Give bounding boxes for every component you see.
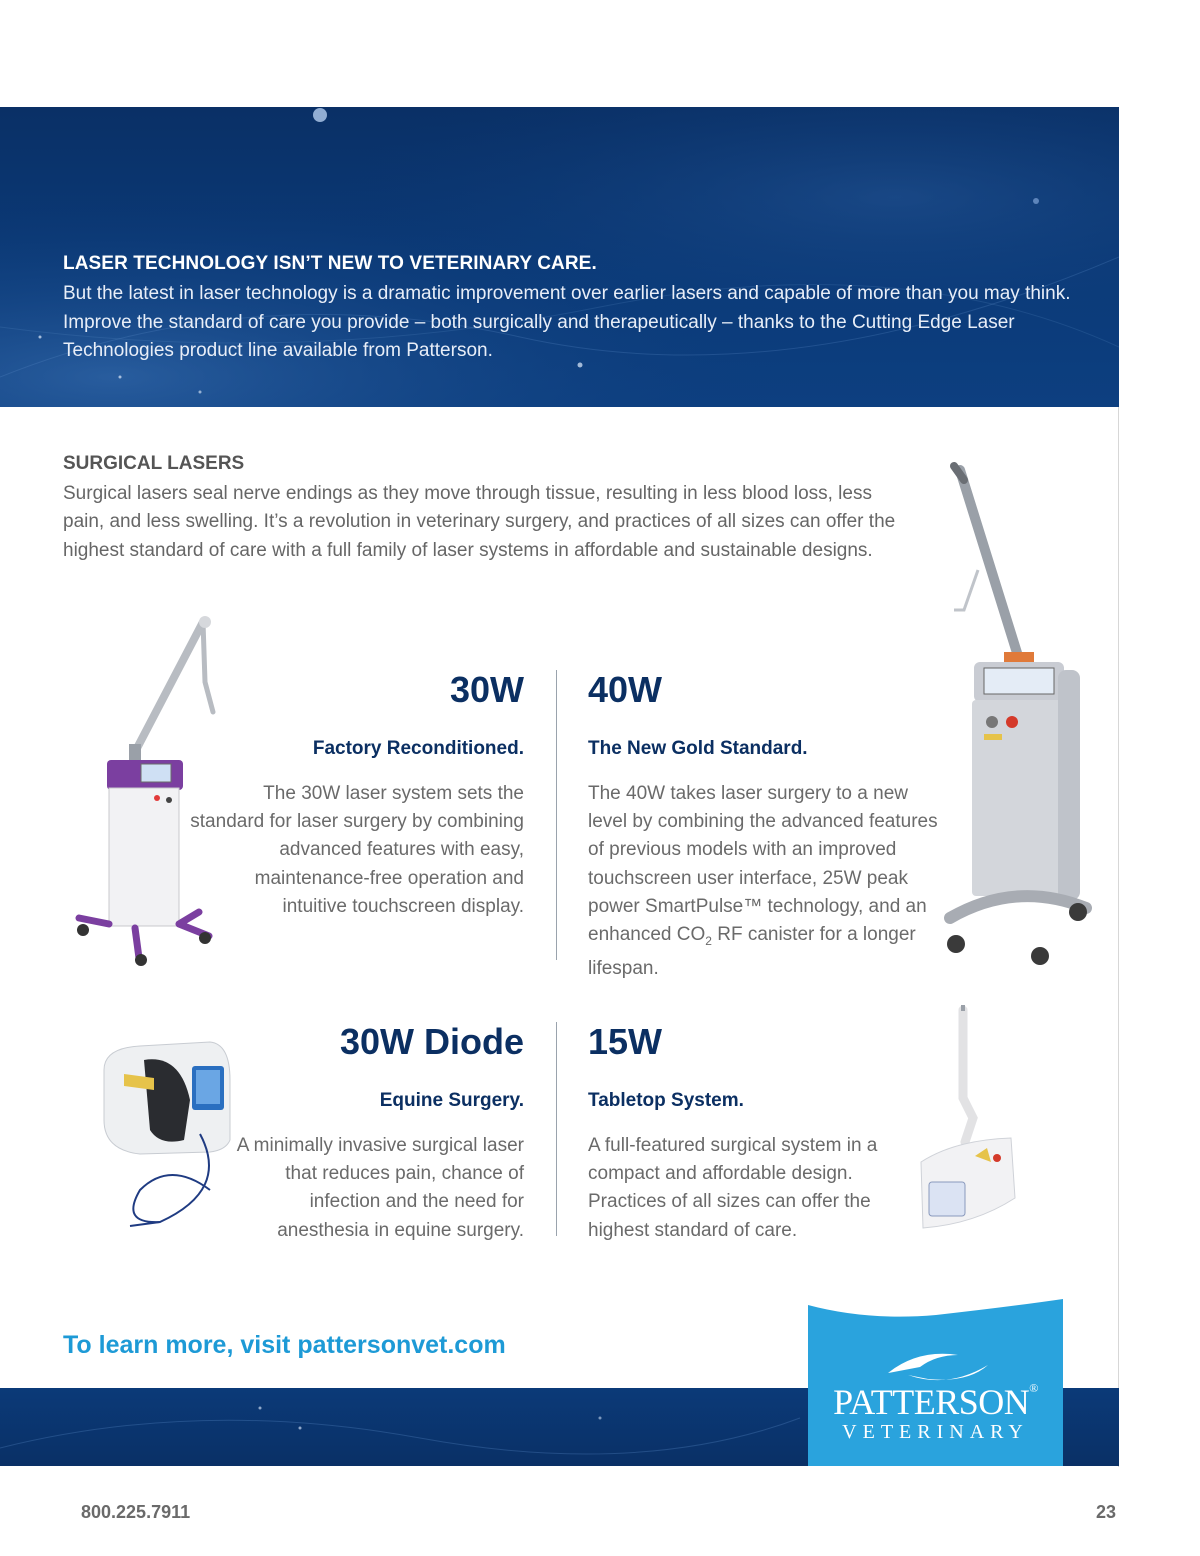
logo-registered-mark: ® [1029,1381,1038,1395]
product-30w-diode-title: 30W Diode [339,1021,524,1062]
product-15w [588,1022,904,1245]
divider-bottom [556,1022,557,1236]
banner-heading: LASER TECHNOLOGY ISN’T NEW TO VETERINARY CARE. [63,253,597,274]
product-30w-subtitle: Factory Reconditioned. [312,738,524,759]
product-40w-desc-part2: RF canister for a longer lifespan. [588,924,916,980]
product-30w-diode-description: A minimally invasive surgical laser that reduces pain, chance of infection and the need for anesthesia in equine surgery. [236,1135,524,1241]
logo-line1: PATTERSON [833,1382,1030,1422]
product-15w-description: A full-featured surgical system in a compact and affordable design. Practices of all sizes can offer the highest standard of care. [588,1135,878,1241]
laser-40w-image [940,460,1100,980]
logo-text-veterinary: VETERINARY [842,1421,1029,1443]
phone-number: 800.225.7911 [81,1502,191,1522]
learn-more-link[interactable]: To learn more, visit pattersonvet.com [63,1331,506,1359]
product-40w-desc-sub: 2 [705,933,712,948]
product-40w-subtitle: The New Gold Standard. [588,738,808,759]
product-30w-diode [230,1022,524,1245]
laser-15w-image [915,1002,1025,1237]
product-15w-title: 15W [588,1021,663,1062]
product-30w-description: The 30W laser system sets the standard for laser surgery by combining advanced features with easy, maintenance-free operation and intuitive touchscreen display. [190,783,524,917]
product-40w-desc-part1: The 40W takes laser surgery to a new level by combining the advanced features of previous models with an improved touchscreen user interface, 25W peak power SmartPulse™ technology, and an enhanced CO [588,783,938,946]
intro-banner [0,107,1119,407]
banner-text: But the latest in laser technology is a dramatic improvement over earlier lasers and capable of more than you may think. Improve the standard of care you provide – both surgically and therapeutically – thanks to the Cutting Edge Laser Technologies product line available from Patterson. [63,283,1071,361]
laser-30w-diode-image [100,1040,240,1230]
product-30w-diode-subtitle: Equine Surgery. [379,1090,524,1111]
product-40w [588,670,940,983]
logo-text-patterson [808,1381,1063,1423]
product-30w-title: 30W [449,669,524,710]
section-text: Surgical lasers seal nerve endings as they move through tissue, resulting in less blood loss, less pain, and less swelling. It’s a revolution in veterinary surgery, and practices of all sizes can offer the highest standard of care with a full family of laser systems in affordable and sustainable designs. [63,483,896,561]
product-15w-subtitle: Tabletop System. [588,1090,744,1111]
product-40w-description [588,780,940,983]
divider-top [556,670,557,960]
section-heading: SURGICAL LASERS [63,453,245,474]
product-40w-title: 40W [588,669,663,710]
product-30w [190,670,524,921]
page-number: 23 [1096,1502,1117,1522]
patterson-logo [808,1293,1063,1466]
